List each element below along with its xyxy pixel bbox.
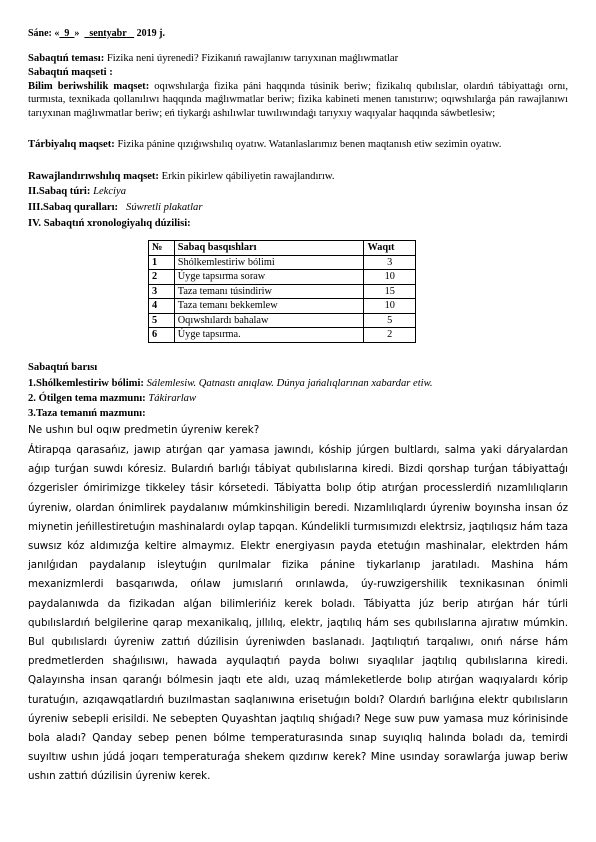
row-time: 3 bbox=[364, 255, 416, 270]
lesson-tools-label: III.Sabaq quralları: bbox=[28, 202, 119, 213]
org-part-text: Sálemlesiw. Qatnastı anıqlaw. Dúnya jańalıqlarınan xabardar etiw. bbox=[146, 378, 433, 389]
edu-goal-paragraph bbox=[28, 80, 568, 120]
org-part-label: 1.Shólkemlestiriw bólimi: bbox=[28, 378, 144, 389]
row-number: 6 bbox=[149, 328, 175, 343]
lesson-body-paragraph: Átirapqa qarasańız, jawıp atırǵan qar yamasa jawındı, kóship júrgen bultlardı, salma yaki dáryalardan aǵıp turǵan suwdı kóresiz. Bulardıń barlıǵı tábiyat qubılıslarına kiredi. Bizdi qorshap turǵan tábiyattaǵı ózgerisler ómirimizge tikkeley tásir kórsetedi. Tábiyatta bolıp ótip atırǵan processlerdiń nızamlılıqların úyreniw, olardan ónimlirek paydalanıw múmkinshiligin beredi. Nızamlılıqlardı úyreniw boyınsha insan óz miynetin jeńillestiretuǵın mashinalardı oylap tapqan. Kúndelikli turmısımızdı elektrsiz, jaqtılıqsız hám taza suwsız kóz aldımızǵa keltire almaymız. Elektr energiyasın payda etetuǵın mashinalar, elektrden hám janılǵıdan paydalanıp isleytuǵın qurılmalar fizika pánine tiykarlanıp jaratıladı. Mashina hám mexanizmlerdi basqarıwda, ońlaw jumıslarıń orınlawda, úy-ruwzigershilik texnikasınan ónimli paydalanıwda da fizikadan alǵan bilimlerińiz kerek boladı. Tábiyatta júz berip atırǵan hár túrli qubılıslardıń belgilerine qarap mexanikalıq, jıllılıq, elektr, jaqtılıq hám ses qubılıslarına ajıratıw múmkin. Bul qubılıslardı úyreniw zattıń dúzilisin úyreniwden baslanadı. Jaqtılıqtıń tarqalıwı, onıń nárse hám predmetlerden shaǵılısıwı, hawada ayqulaqtıń payda bolıwı sıyaqlılar jaqtılıq qubılıslarına kiredi. Qalayınsha insan qaranǵı bólmesin jaqtı ete aldı, uzaq mámleketlerde bolıp atırǵan waqıyalardı kórip turatuǵın, azıqawqatlardıń buzılmastan saqlanıwına erisetuǵın boldı? Olardıń barlıǵına elektr qubılısların úyreniw sebepli erisildi. Ne sebepten Quyashtan jaqtılıq shıǵadı? Nege suw puw yamasa muz kórinisinde bola aladı? Qanday sebep penen bólme temperaturasında sınap suyıqlıq halında boladı da, temirdi suyıltıw ushın júdá joqarı temperaturaǵa shekem qızdırıw kerek? Mine usınday sorawlarǵa juwap beriw ushın zattıń dúzilisin úyreniw kerek. bbox=[28, 444, 568, 783]
lesson-question: Ne ushın bul oqıw predmetin úyreniw kerek? bbox=[28, 424, 260, 436]
review-line bbox=[28, 392, 568, 405]
schedule-header-stage: Sabaq basqıshları bbox=[174, 241, 364, 256]
row-stage: Oqıwshılardı bahalaw bbox=[174, 313, 364, 328]
row-stage: Shólkemlestiriw bólimi bbox=[174, 255, 364, 270]
dev-goal-text: Erkin pikirlew qábiliyetin rawajlandırıw. bbox=[161, 171, 335, 182]
row-number: 2 bbox=[149, 270, 175, 285]
row-stage: Úyge tapsırma soraw bbox=[174, 270, 364, 285]
lesson-tools-text: Súwretli plakatlar bbox=[126, 202, 203, 213]
chronology-label: IV. Sabaqtıń xronologiyalıq dúzilisi: bbox=[28, 218, 191, 229]
lesson-type-label: II.Sabaq túri: bbox=[28, 186, 91, 197]
date-suffix: j. bbox=[159, 28, 165, 39]
new-topic-label: 3.Taza temanıń mazmunı: bbox=[28, 408, 146, 419]
row-time: 2 bbox=[364, 328, 416, 343]
date-month bbox=[84, 28, 134, 39]
schedule-header-row bbox=[149, 241, 416, 256]
lesson-tools-line bbox=[28, 201, 568, 214]
date-sep: » bbox=[74, 28, 80, 39]
row-time: 15 bbox=[364, 284, 416, 299]
table-row bbox=[149, 328, 416, 343]
review-label: 2. Ótilgen tema mazmunı: bbox=[28, 393, 146, 404]
row-number: 1 bbox=[149, 255, 175, 270]
date-day bbox=[59, 28, 74, 39]
date-day-value: 9 bbox=[64, 28, 70, 39]
row-number: 3 bbox=[149, 284, 175, 299]
topic-label: Sabaqtıń teması: bbox=[28, 53, 105, 64]
table-row bbox=[149, 270, 416, 285]
row-time: 10 bbox=[364, 299, 416, 314]
dev-goal-label: Rawajlandırıwshılıq maqset: bbox=[28, 171, 159, 182]
review-text: Tákirarlaw bbox=[148, 393, 197, 404]
upbringing-goal-label: Tárbiyalıq maqset: bbox=[28, 139, 115, 150]
topic-text: Fizika neni úyrenedi? Fizikanıń rawajlanıw tarıyxınan maǵlıwmatlar bbox=[106, 53, 399, 64]
schedule-header-number: № bbox=[149, 241, 175, 256]
date-line bbox=[28, 27, 568, 40]
row-time: 5 bbox=[364, 313, 416, 328]
table-row bbox=[149, 299, 416, 314]
edu-goal-label: Bilim beriwshilik maqset: bbox=[28, 81, 150, 92]
chronology-heading bbox=[28, 217, 568, 230]
edu-goal-text: oqıwshılarǵa fizika páni haqqında túsinik beriw; fizikalıq qubılıslar, olardıń tábiyattaǵı ornı, turmısta, texnikada qollanılıwı haqqında maǵlıwmatlar beriw; fizika kabineti menen tanıstırıw; oqıwshılarǵa pán rawajlanıwı tarıyxınan maǵlıwmatlar beriw; eń tiykarǵı ashılıwlar tuwılıwındaǵı tarıyxıy waqıyalar haqqında sáwbetlesiw; bbox=[28, 81, 568, 119]
org-part-line bbox=[28, 377, 568, 390]
goals-heading bbox=[28, 66, 568, 79]
new-topic-heading bbox=[28, 407, 568, 420]
row-number: 4 bbox=[149, 299, 175, 314]
row-time: 10 bbox=[364, 270, 416, 285]
progress-label: Sabaqtıń barısı bbox=[28, 362, 98, 373]
date-label: Sáne: « bbox=[28, 28, 60, 39]
row-stage: Taza temanı bekkemlew bbox=[174, 299, 364, 314]
lesson-type-line bbox=[28, 185, 568, 198]
date-year: 2019 bbox=[136, 28, 157, 39]
goals-label: Sabaqtıń maqseti : bbox=[28, 67, 113, 78]
dev-goal-line bbox=[28, 170, 568, 183]
schedule-header-time: Waqıt bbox=[364, 241, 416, 256]
date-month-value: sentyabr bbox=[89, 28, 127, 39]
topic-line bbox=[28, 52, 568, 65]
progress-heading bbox=[28, 361, 568, 374]
table-row bbox=[149, 313, 416, 328]
table-row bbox=[149, 255, 416, 270]
row-number: 5 bbox=[149, 313, 175, 328]
row-stage: Taza temanı túsindiriw bbox=[174, 284, 364, 299]
table-row bbox=[149, 284, 416, 299]
upbringing-goal-text: Fizika pánine qızıǵıwshılıq oyatıw. Watanlaslarımız benen maqtanısh etiw sezimin oyatıw. bbox=[117, 139, 502, 150]
row-stage: Úyge tapsırma. bbox=[174, 328, 364, 343]
lesson-type-text: Lekciya bbox=[93, 186, 127, 197]
upbringing-goal-paragraph bbox=[28, 138, 568, 151]
schedule-table bbox=[148, 240, 416, 343]
